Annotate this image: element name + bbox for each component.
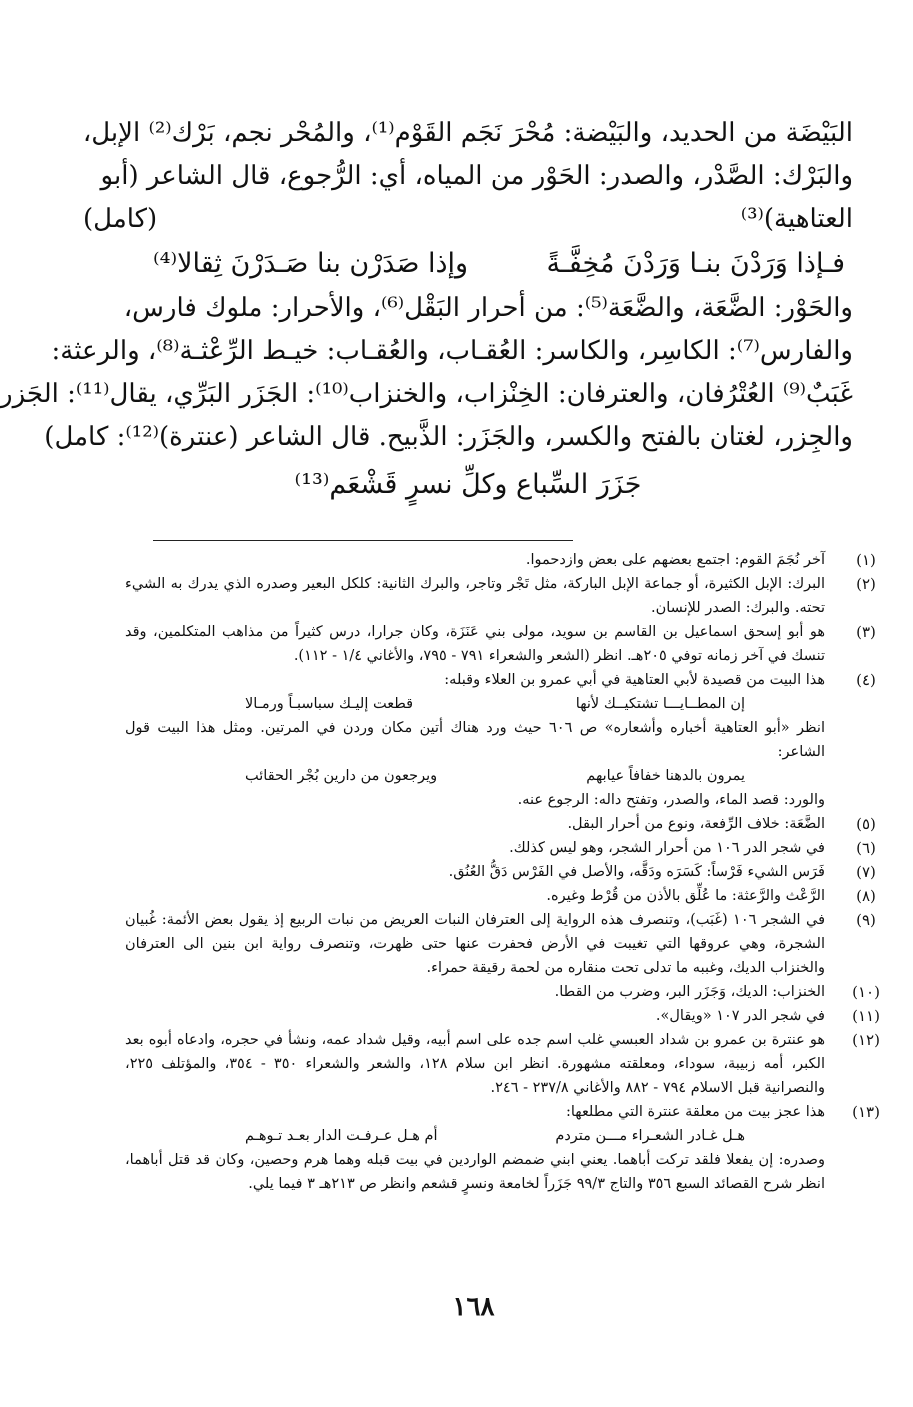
footnote-1 xyxy=(125,548,876,572)
footnote-9 xyxy=(125,908,876,980)
footnote-text: فَرَس الشيء فَرْساً: كَسَرَه ودَقَّه، والأصل في الفَرْس دَقُّ العُنُق. xyxy=(448,864,825,880)
footnote-text: الخنزاب: الديك، وَجَزَر البر، وضرب من القطا. xyxy=(554,984,825,1000)
page-number: ١٦٨ xyxy=(452,1292,495,1322)
footnote-number: (٢) xyxy=(856,575,876,593)
footnote-text: في شجر الدر ١٠٧ «ويقال». xyxy=(655,1008,825,1024)
footnote-4-verse-second: قطعت إليـك سباسبـاً ورمـالا xyxy=(245,696,414,712)
verse-2: جَزَرَ السِّباع وكلِّ نسرٍ قَشْعَم⁽¹³⁾ xyxy=(294,469,642,500)
footnote-3 xyxy=(125,620,876,668)
footnote-7 xyxy=(125,860,876,884)
footnote-4-verse-2-second: ويرجعون من دارين بُجْر الحقائب xyxy=(245,768,438,784)
footnote-4-verse xyxy=(125,692,825,716)
footnote-text: هو أبو إسحق اسماعيل بن القاسم بن سويد، مولى بني عَنَزَة، وكان جرارا، درس كثيراً من مذاهب المتكلمين، وقد تنسك في آخر زمانه توفي ٢٠٥هـ. انظر (الشعر والشعراء ٧٩١ - ٧٩٥، والأغاني ١/٤ - ١١٢). xyxy=(125,624,825,664)
footnotes xyxy=(125,548,880,1196)
footnote-4-end xyxy=(125,788,825,812)
footnote-text: وصدره: إن يفعلا فلقد تركت أباهما. يعني ابني ضمضم الواردين في بيت قبله وهما هرم وحصين، وكان قد قتل أباهما، انظر شرح القصائد السبع ٣٥٦ والتاج ٩٩/٣ جَزَراً لخامعة ونسرٍ قشعم وانظر ص ٢١٣هـ ٣ فيما يلي. xyxy=(125,1152,825,1192)
body-line-5: والفارس⁽⁷⁾: الكاسِر، والكاسر: العُقـاب، والعُقـاب: خيـط الرِّعْثـة⁽⁸⁾، والرعثة: xyxy=(51,336,853,366)
footnote-10 xyxy=(125,980,880,1004)
footnote-number: (١٠) xyxy=(852,983,880,1001)
footnote-number: (٣) xyxy=(856,623,876,641)
body-line-3-text: العتاهية)⁽³⁾ xyxy=(740,204,853,234)
footnote-text: في شجر الدر ١٠٦ من أحرار الشجر، وهو ليس كذلك. xyxy=(509,840,825,856)
footnote-4-continued xyxy=(125,716,825,764)
footnote-number: (٧) xyxy=(856,863,876,881)
footnote-text: في الشجر ١٠٦ (غَبَب)، وتنصرف هذه الرواية إلى العترفان النبات العريض من نبات الربيع إذ يقول بعض الأئمة: غُبيان الشجرة، وهي عروقها التي تغيبت في الأرض فحفرت عنها حتى ظهرت، وتنصرف رواية ابن بنين الى العترفان والخنزاب الديك، وغببه ما تدلى تحت منقاره من لحمة رقيقة حمراء. xyxy=(125,912,825,976)
footnote-number: (٨) xyxy=(856,887,876,905)
footnote-13 xyxy=(125,1100,880,1124)
verse-1 xyxy=(83,241,853,287)
footnote-text: الضَّعَة: خلاف الرِّفعة، ونوع من أحرار البقل. xyxy=(567,816,825,832)
footnote-8 xyxy=(125,884,876,908)
footnote-number: (١١) xyxy=(852,1007,880,1025)
footnote-4-verse-2-first: يمرون بالدهنا خفافاً عيابهم xyxy=(586,768,745,784)
footnote-13-verse-first: هـل غـادر الشعـراء مـــن متردم xyxy=(555,1128,745,1144)
footnote-text: هو عنترة بن عمرو بن شداد العبسي غلب اسم جده على اسم أبيه، وقيل شداد عمه، ونشأ في حجره، وادعاه أبوه بعد الكبر، أمه زبيبة، سوداء، ومعلقته مشهورة. انظر ابن سلام ١٢٨، والشعر والشعراء ٣٥٠ - ٣٥٤، والمؤتلف ٢٢٥، والنصرانية قبل الاسلام ٧٩٤ - ٨٨٢ والأغاني ٢٣٧/٨ - ٢٤٦. xyxy=(125,1032,825,1096)
footnote-number: (١٣) xyxy=(852,1103,880,1121)
footnote-text: هذا البيت من قصيدة لأبي العتاهية في أبي عمرو بن العلاء وقبله: xyxy=(444,672,825,688)
footnote-text: انظر «أبو العتاهية أخباره وأشعاره» ص ٦٠٦ حيث ورد هناك أتين مكان وردن في المرتين. ومثل هذا البيت قول الشاعر: xyxy=(125,720,825,760)
footnote-number: (٦) xyxy=(856,839,876,857)
body-line-4: والحَوْر: الضَّعَة، والضَّعَة⁽⁵⁾: من أحرار البَقْل⁽⁶⁾، والأحرار: ملوك فارس، xyxy=(123,293,853,323)
footnote-4-verse-2 xyxy=(125,764,825,788)
footnote-number: (٤) xyxy=(856,671,876,689)
footnote-5 xyxy=(125,812,876,836)
body-line-6: غَبَبٌ⁽⁹⁾ العُتْرُفان، والعترفان: الخِنْزاب، والخنزاب⁽¹⁰⁾: الجَزَر البَرِّي، يقال⁽¹¹⁾: الجَزر xyxy=(0,379,853,409)
footnote-4 xyxy=(125,668,876,692)
footnote-number: (١) xyxy=(856,551,876,569)
footnote-13-continued xyxy=(125,1148,825,1196)
footnote-number: (٩) xyxy=(856,911,876,929)
footnote-number: (٥) xyxy=(856,815,876,833)
footnote-13-verse-second: أم هـل عـرفـت الدار بعـد تـوهـم xyxy=(245,1128,438,1144)
footnote-text: البرك: الإبل الكثيرة، أو جماعة الإبل الباركة، مثل تَجْر وتاجر، والبرك الثانية: كلكل البعير وصدره الذي يدرك به الشيء تحته. والبرك: الصدر للإنسان. xyxy=(125,576,825,616)
footnote-number: (١٢) xyxy=(852,1031,880,1049)
footnote-text: آخر نُجَمَ القوم: اجتمع بعضهم على بعض وازدحموا. xyxy=(525,552,825,568)
footnote-13-verse xyxy=(125,1124,825,1148)
footnote-4-verse-first: إن المطــايـــا تشتكيــك لأنها xyxy=(575,696,745,712)
footnote-6 xyxy=(125,836,876,860)
body-line-1: البَيْضَة من الحديد، والبَيْضة: مُحْرَ نَجَم القَوْم⁽¹⁾، والمُحْر نجم، بَرْك⁽²⁾ الإبل، xyxy=(82,118,853,148)
body-line-3 xyxy=(83,198,853,241)
footnote-text: الرَّعْث والرَّعثة: ما عُلِّق بالأذن من قُرْط وغيره. xyxy=(546,888,825,904)
footnote-text: هذا عجز بيت من معلقة عنترة التي مطلعها: xyxy=(565,1104,825,1120)
footnote-11 xyxy=(125,1004,880,1028)
footnote-2 xyxy=(125,572,876,620)
body-line-7: والجِزر، لغتان بالفتح والكسر، والجَزَر: الذَّبيح. قال الشاعر (عنترة)⁽¹²⁾: كامل) xyxy=(44,422,853,452)
meter-label: (كامل) xyxy=(83,204,158,234)
footnote-text: والورد: قصد الماء، والصدر، وتفتح داله: الرجوع عنه. xyxy=(517,792,825,808)
verse-1-first-hemistich: فـإذا وَرَدْنَ بنـا وَرَدْنَ مُخِفَّـةً xyxy=(546,248,845,279)
main-text xyxy=(0,112,853,511)
body-line-2: والبَرْك: الصَّدْر، والصدر: الحَوْر من المياه، أي: الرُّجوع، قال الشاعر (أبو xyxy=(100,161,853,191)
footnote-divider xyxy=(153,540,573,541)
footnote-12 xyxy=(125,1028,880,1100)
verse-1-second-hemistich: وإذا صَدَرْن بنا صَـدَرْنَ ثِقالا⁽⁴⁾ xyxy=(153,248,469,279)
